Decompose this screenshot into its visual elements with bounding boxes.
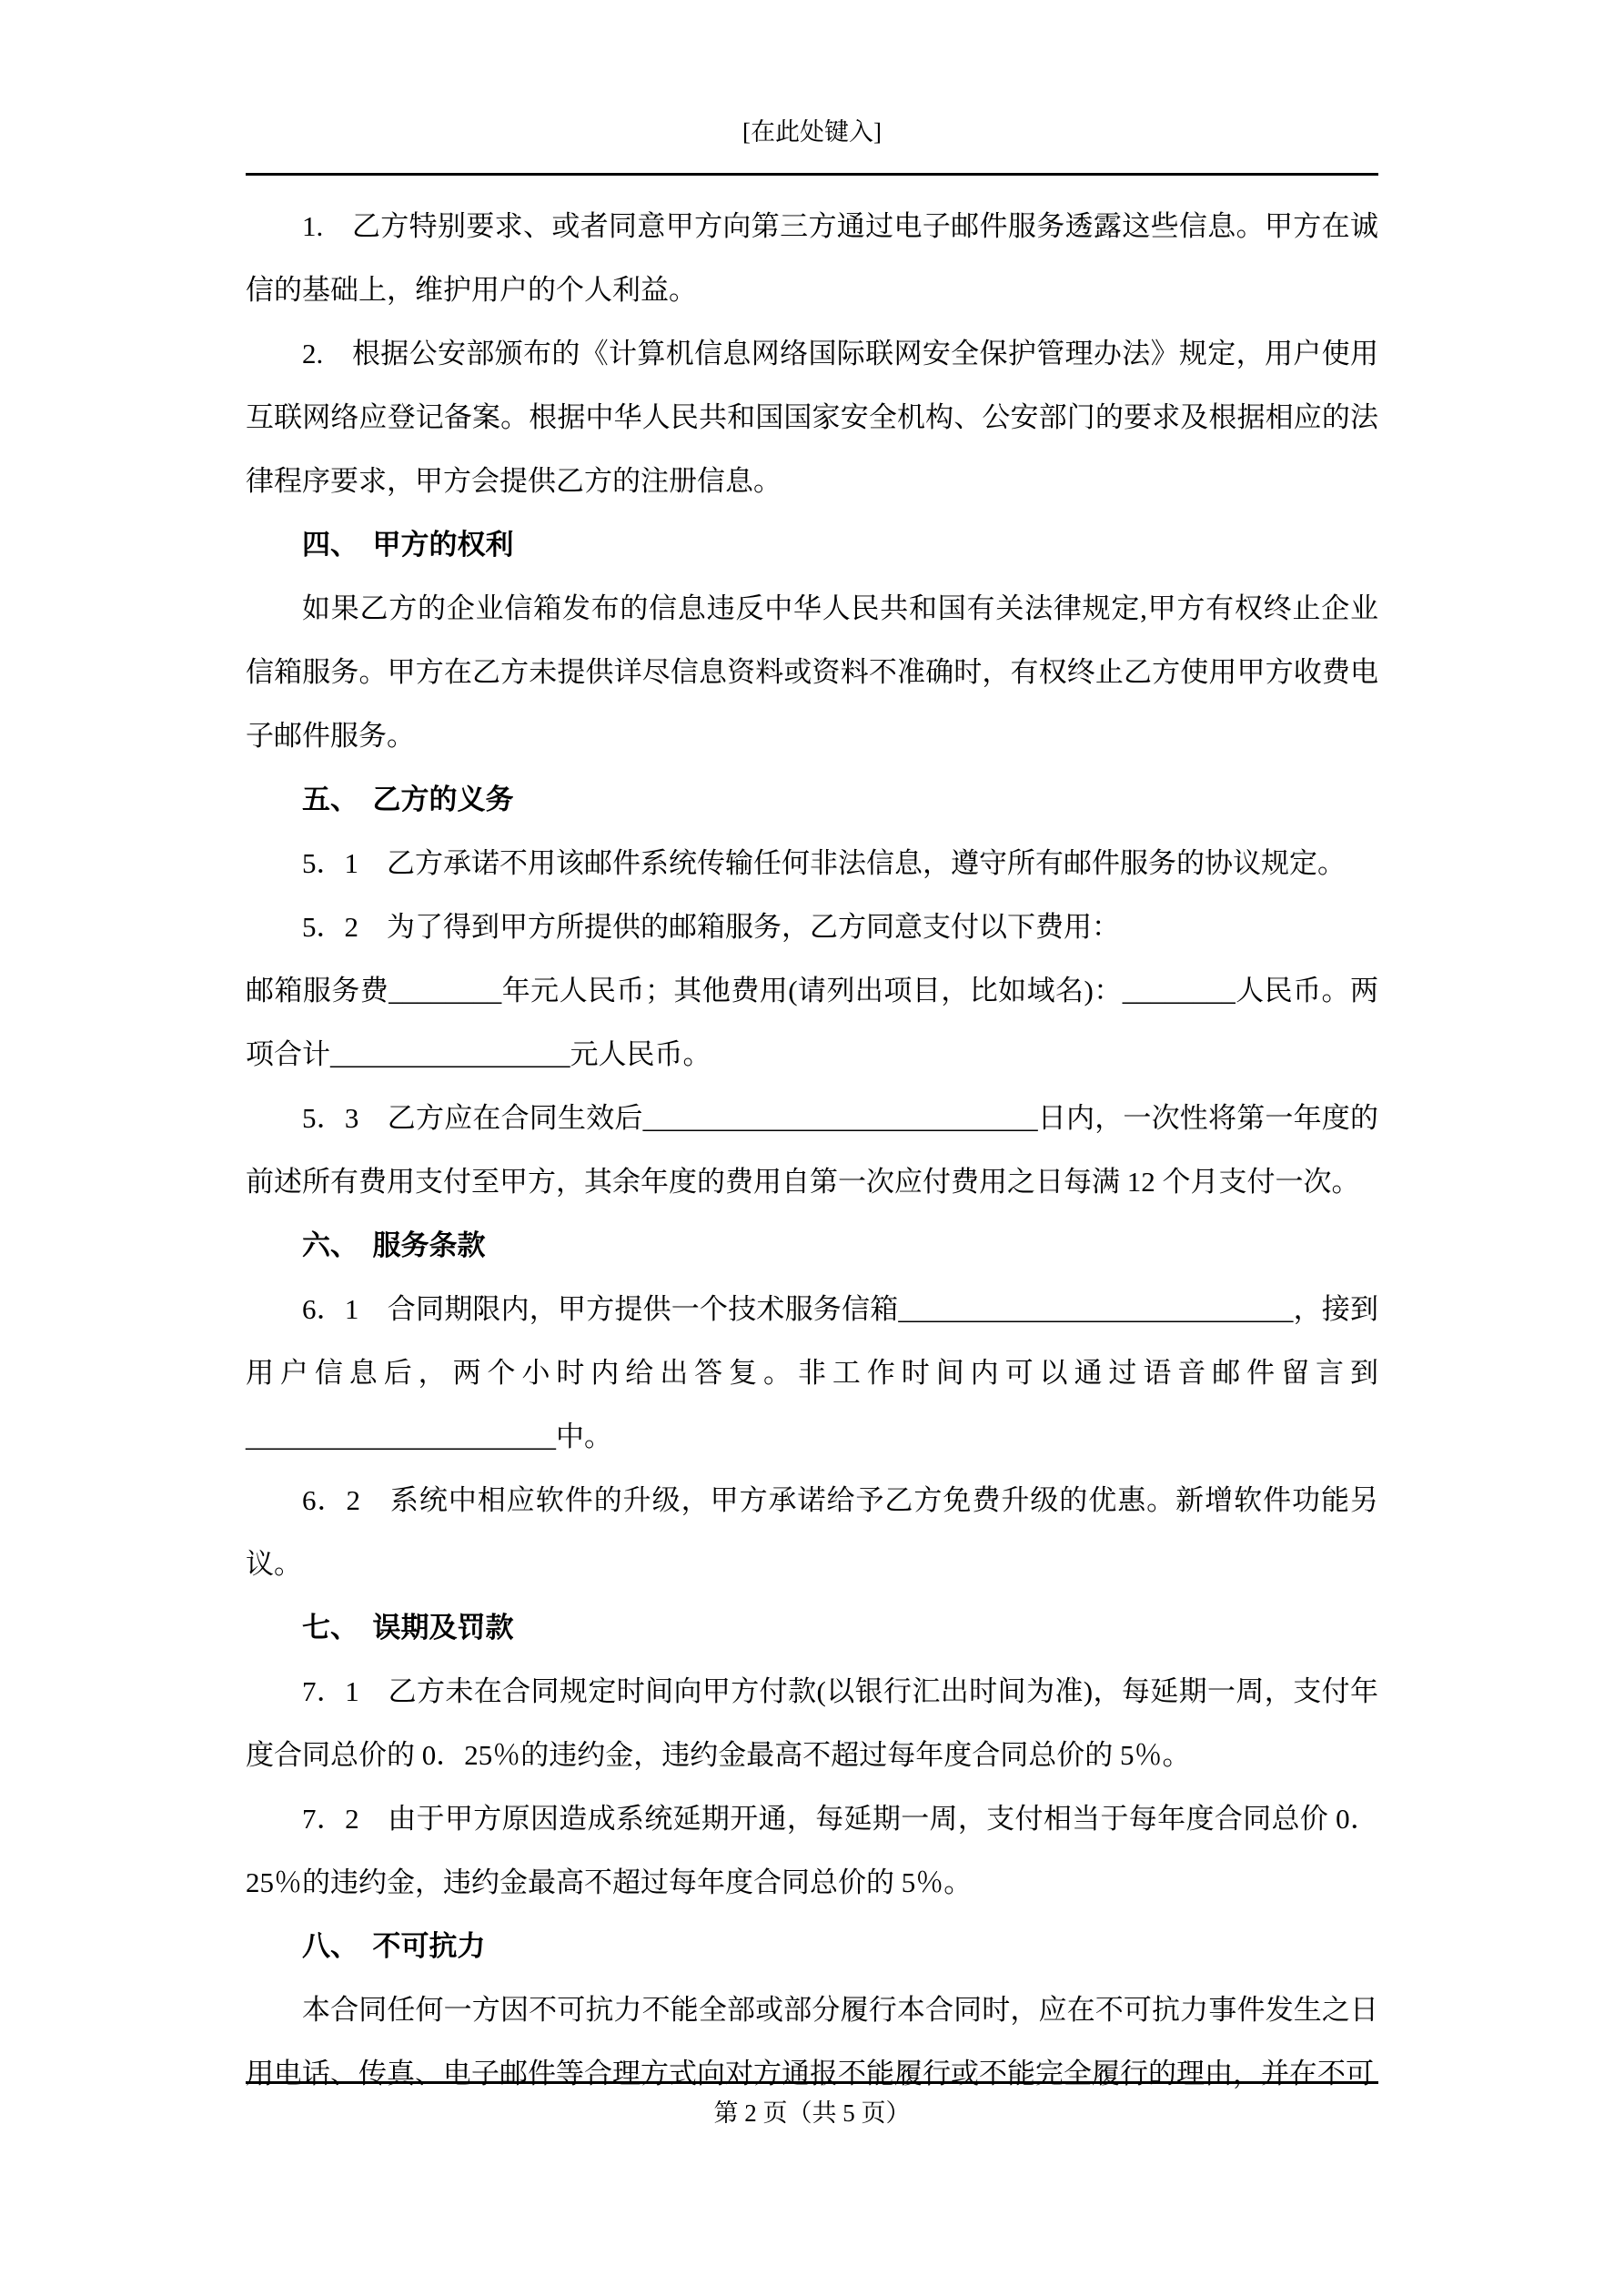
paragraph: 7．1 乙方未在合同规定时间向甲方付款(以银行汇出时间为准)，每延期一周，支付年度合同总价的 0．25％的违约金，违约金最高不超过每年度合同总价的 5％。 [246, 1675, 1378, 1771]
section-heading: 七、 误期及罚款 [302, 1612, 514, 1644]
section-heading: 五、 乙方的义务 [302, 784, 514, 815]
paragraph: 6．1 合同期限内，甲方提供一个技术服务信箱____________________________，接到用户信息后，两个小时内给出答复。非工作时间内可以通过语音邮件留言到______________________中。 [246, 1293, 1378, 1452]
paragraph: 如果乙方的企业信箱发布的信息违反中华人民共和国有关法律规定,甲方有权终止企业信箱服务。甲方在乙方未提供详尽信息资料或资料不准确时，有权终止乙方使用甲方收费电子邮件服务。 [246, 592, 1378, 752]
paragraph: 邮箱服务费________年元人民币；其他费用(请列出项目，比如域名)：________人民币。两项合计_________________元人民币。 [246, 975, 1378, 1070]
page-number: 第 2 页（共 5 页） [713, 2099, 911, 2127]
section-heading: 六、 服务条款 [302, 1229, 486, 1261]
paragraph: 1. 乙方特别要求、或者同意甲方向第三方通过电子邮件服务透露这些信息。甲方在诚信的基础上，维护用户的个人利益。 [246, 210, 1378, 306]
page-header[interactable] [246, 115, 1378, 176]
page-footer [246, 2081, 1378, 2129]
section-heading: 四、 甲方的权利 [302, 529, 514, 561]
paragraph: 2. 根据公安部颁布的《计算机信息网络国际联网安全保护管理办法》规定，用户使用互联网络应登记备案。根据中华人民共和国国家安全机构、公安部门的要求及根据相应的法律程序要求，甲方会提供乙方的注册信息。 [246, 338, 1378, 497]
paragraph: 5．2 为了得到甲方所提供的邮箱服务，乙方同意支付以下费用： [302, 911, 1120, 943]
section-heading: 八、 不可抗力 [302, 1930, 486, 1962]
paragraph: 6．2 系统中相应软件的升级，甲方承诺给予乙方免费升级的优惠。新增软件功能另议。 [246, 1484, 1378, 1580]
paragraph: 5．1 乙方承诺不用该邮件系统传输任何非法信息，遵守所有邮件服务的协议规定。 [302, 847, 1346, 879]
header-placeholder-text[interactable]: [在此处键入] [742, 118, 882, 146]
paragraph: 本合同任何一方因不可抗力不能全部或部分履行本合同时，应在不可抗力事件发生之日用电话、传真、电子邮件等合理方式向对方通报不能履行或不能完全履行的理由，并在不可 [246, 1994, 1378, 2089]
paragraph: 5．3 乙方应在合同生效后____________________________日内，一次性将第一年度的前述所有费用支付至甲方，其余年度的费用自第一次应付费用之日每满 12 个月支付一次。 [246, 1102, 1378, 1198]
paragraph: 7．2 由于甲方原因造成系统延期开通，每延期一周，支付相当于每年度合同总价 0．25％的违约金，违约金最高不超过每年度合同总价的 5％。 [246, 1803, 1378, 1898]
document-body [246, 195, 1378, 2106]
